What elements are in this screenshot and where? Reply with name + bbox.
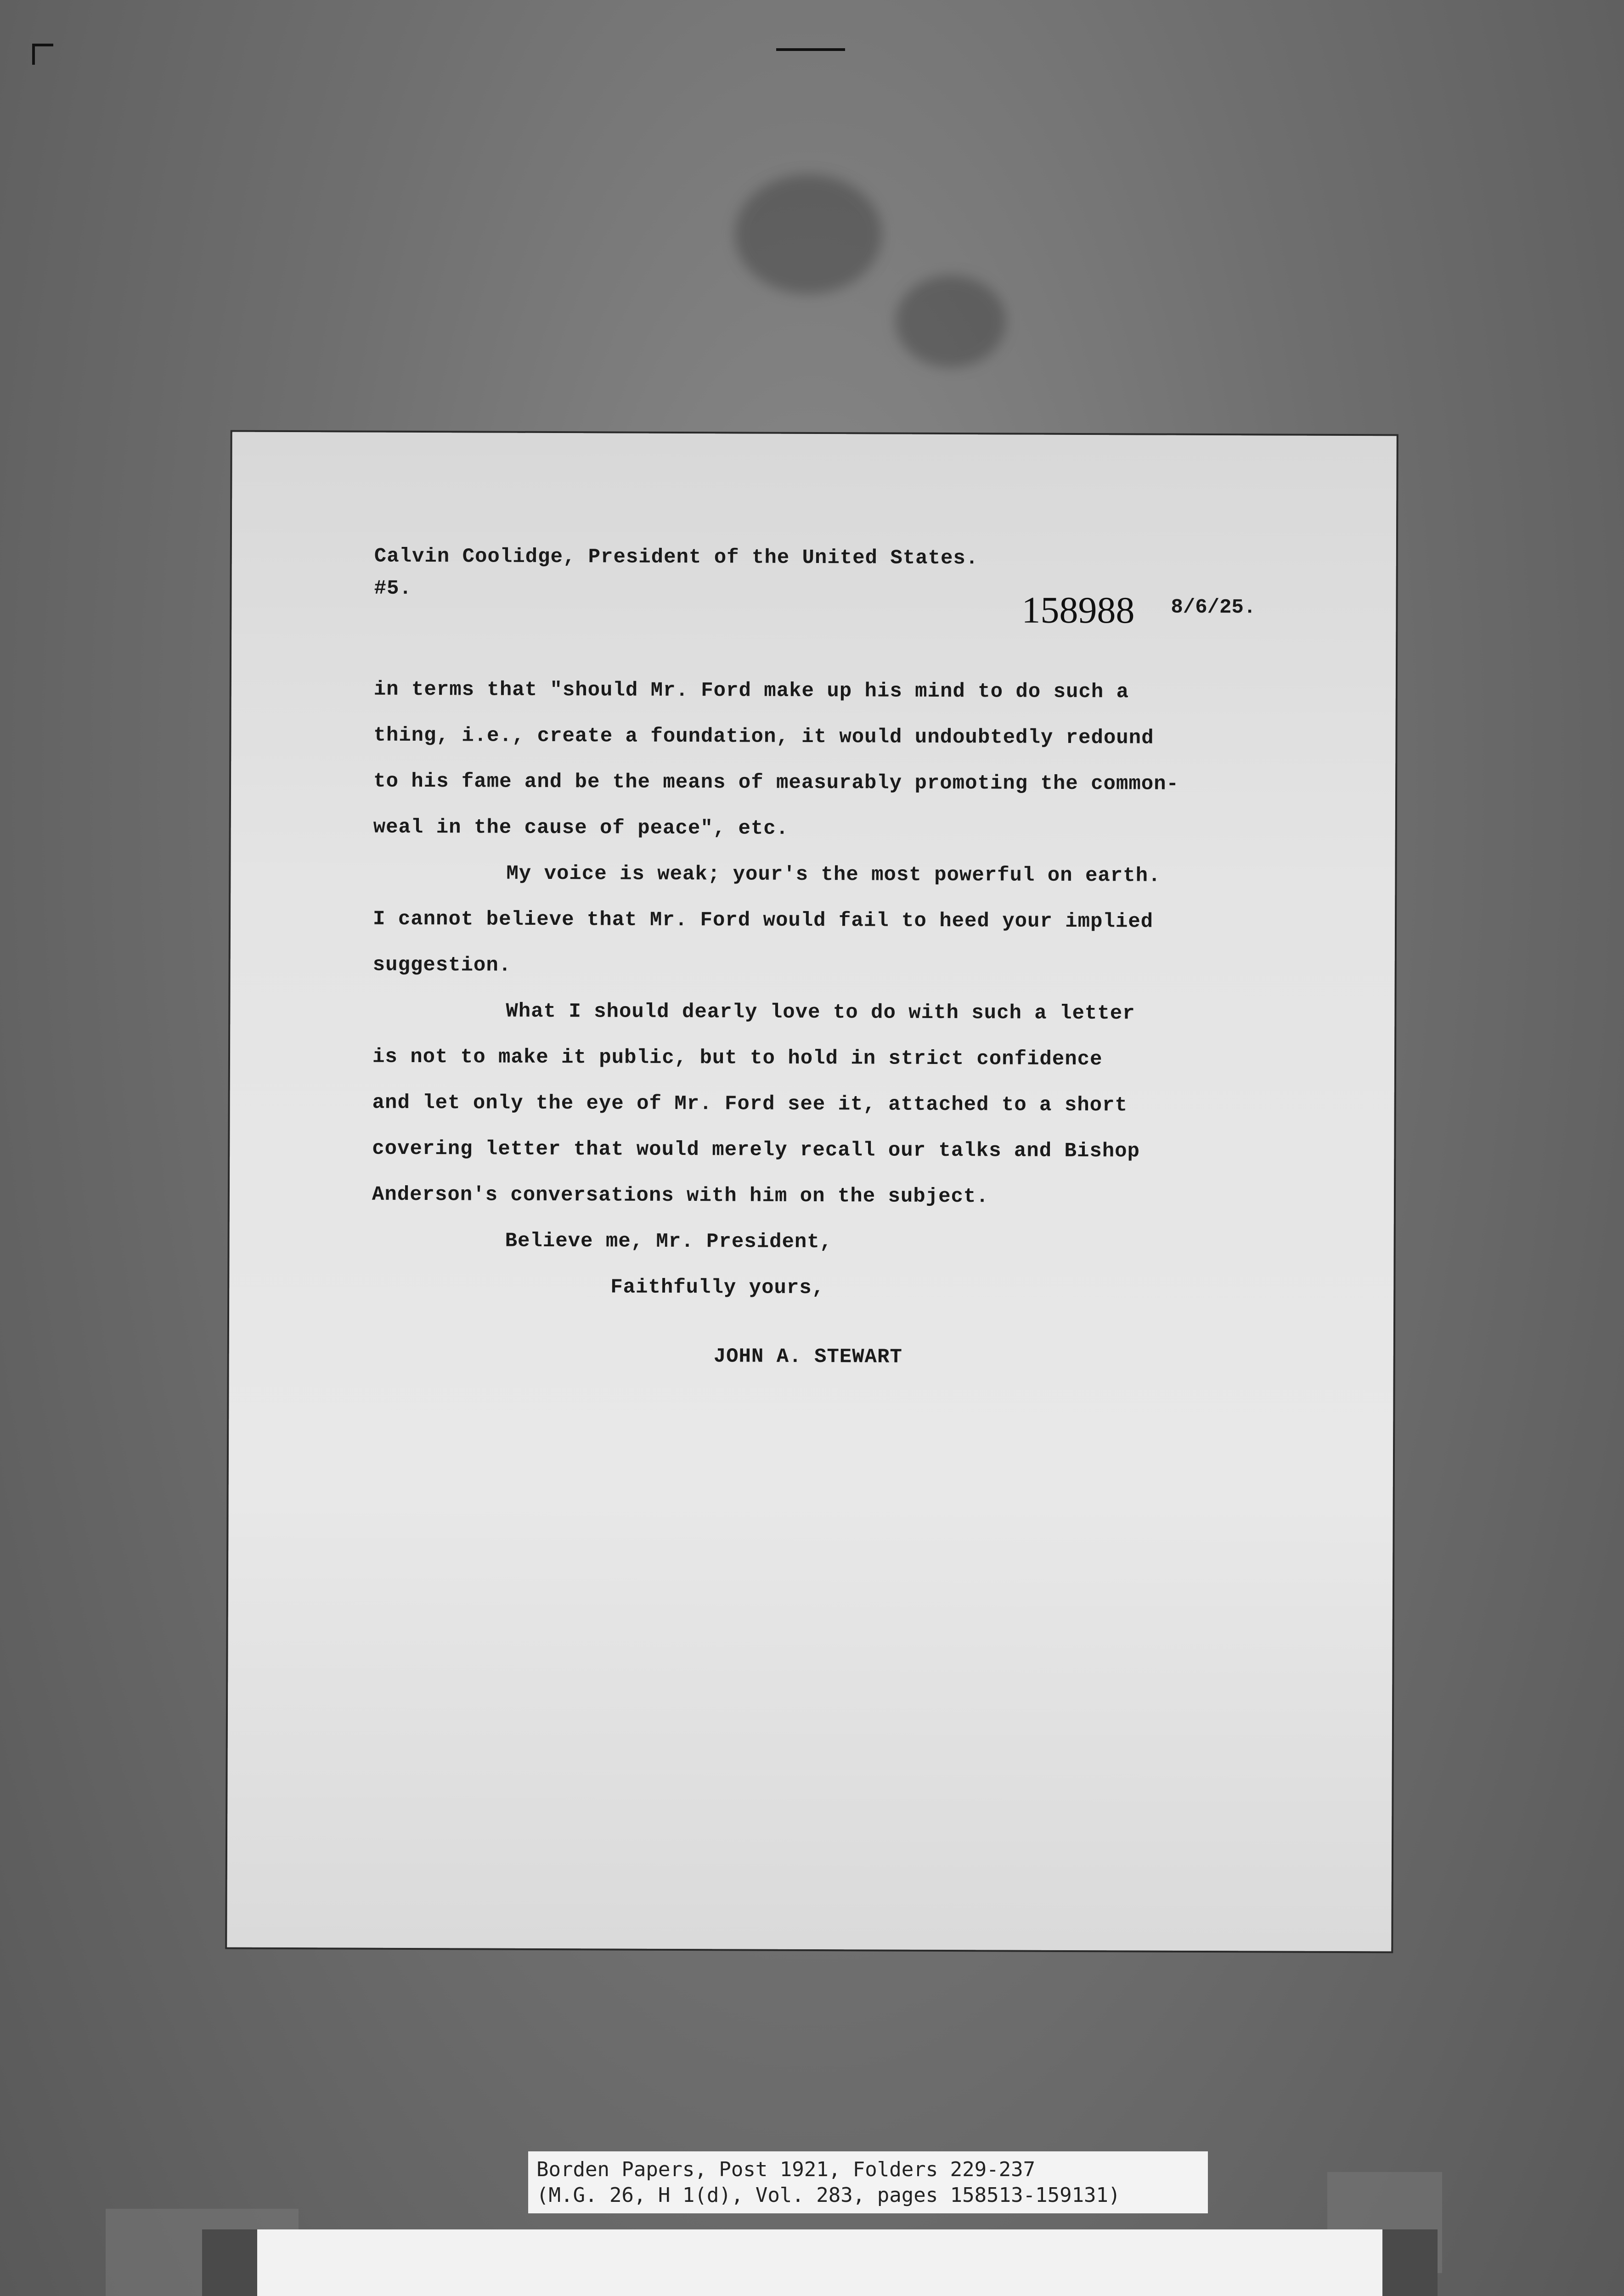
frame-top-mark (776, 48, 845, 51)
letter-line: Anderson's conversations with him on the subject. (372, 1183, 989, 1209)
letter-line: I cannot believe that Mr. Ford would fail to heed your implied (372, 907, 1154, 934)
letter-line: in terms that "should Mr. Ford make up his mind to do such a (373, 678, 1129, 704)
letter-date: 8/6/25. (1171, 596, 1256, 619)
caption-line: Borden Papers, Post 1921, Folders 229-237 (536, 2158, 1036, 2181)
letter-line: weal in the cause of peace", etc. (373, 816, 789, 840)
letter-header: Calvin Coolidge, President of the United States. (374, 545, 979, 570)
closing-salutation: Believe me, Mr. President, (505, 1229, 833, 1254)
signature: JOHN A. STEWART (713, 1345, 902, 1369)
letter-line: My voice is weak; your's the most powerful on earth. (506, 862, 1161, 888)
film-stain (735, 174, 882, 294)
document-number: 158988 (1021, 589, 1135, 631)
letter-line: and let only the eye of Mr. Ford see it, attached to a short (372, 1091, 1128, 1117)
letter-page (227, 432, 1397, 1952)
caption-line: (M.G. 26, H 1(d), Vol. 283, pages 158513-159131) (536, 2183, 1121, 2207)
letter-line: What I should dearly love to do with such a letter (506, 1000, 1135, 1025)
archive-caption (528, 2151, 1208, 2213)
letter-line: thing, i.e., create a foundation, it would undoubtedly redound (373, 724, 1154, 750)
letter-line: to his fame and be the means of measurably promoting the common- (373, 770, 1179, 796)
letter-line: suggestion. (372, 953, 512, 977)
letter-body (372, 540, 1293, 1382)
frame-corner-mark (32, 44, 53, 65)
letter-line: is not to make it public, but to hold in strict confidence (372, 1045, 1103, 1071)
archives-stamp (257, 2229, 1382, 2296)
closing-valediction: Faithfully yours, (610, 1276, 825, 1300)
page-number: #5. (374, 577, 412, 600)
film-stain (896, 276, 1006, 367)
letter-line: covering letter that would merely recall our talks and Bishop (372, 1137, 1140, 1163)
